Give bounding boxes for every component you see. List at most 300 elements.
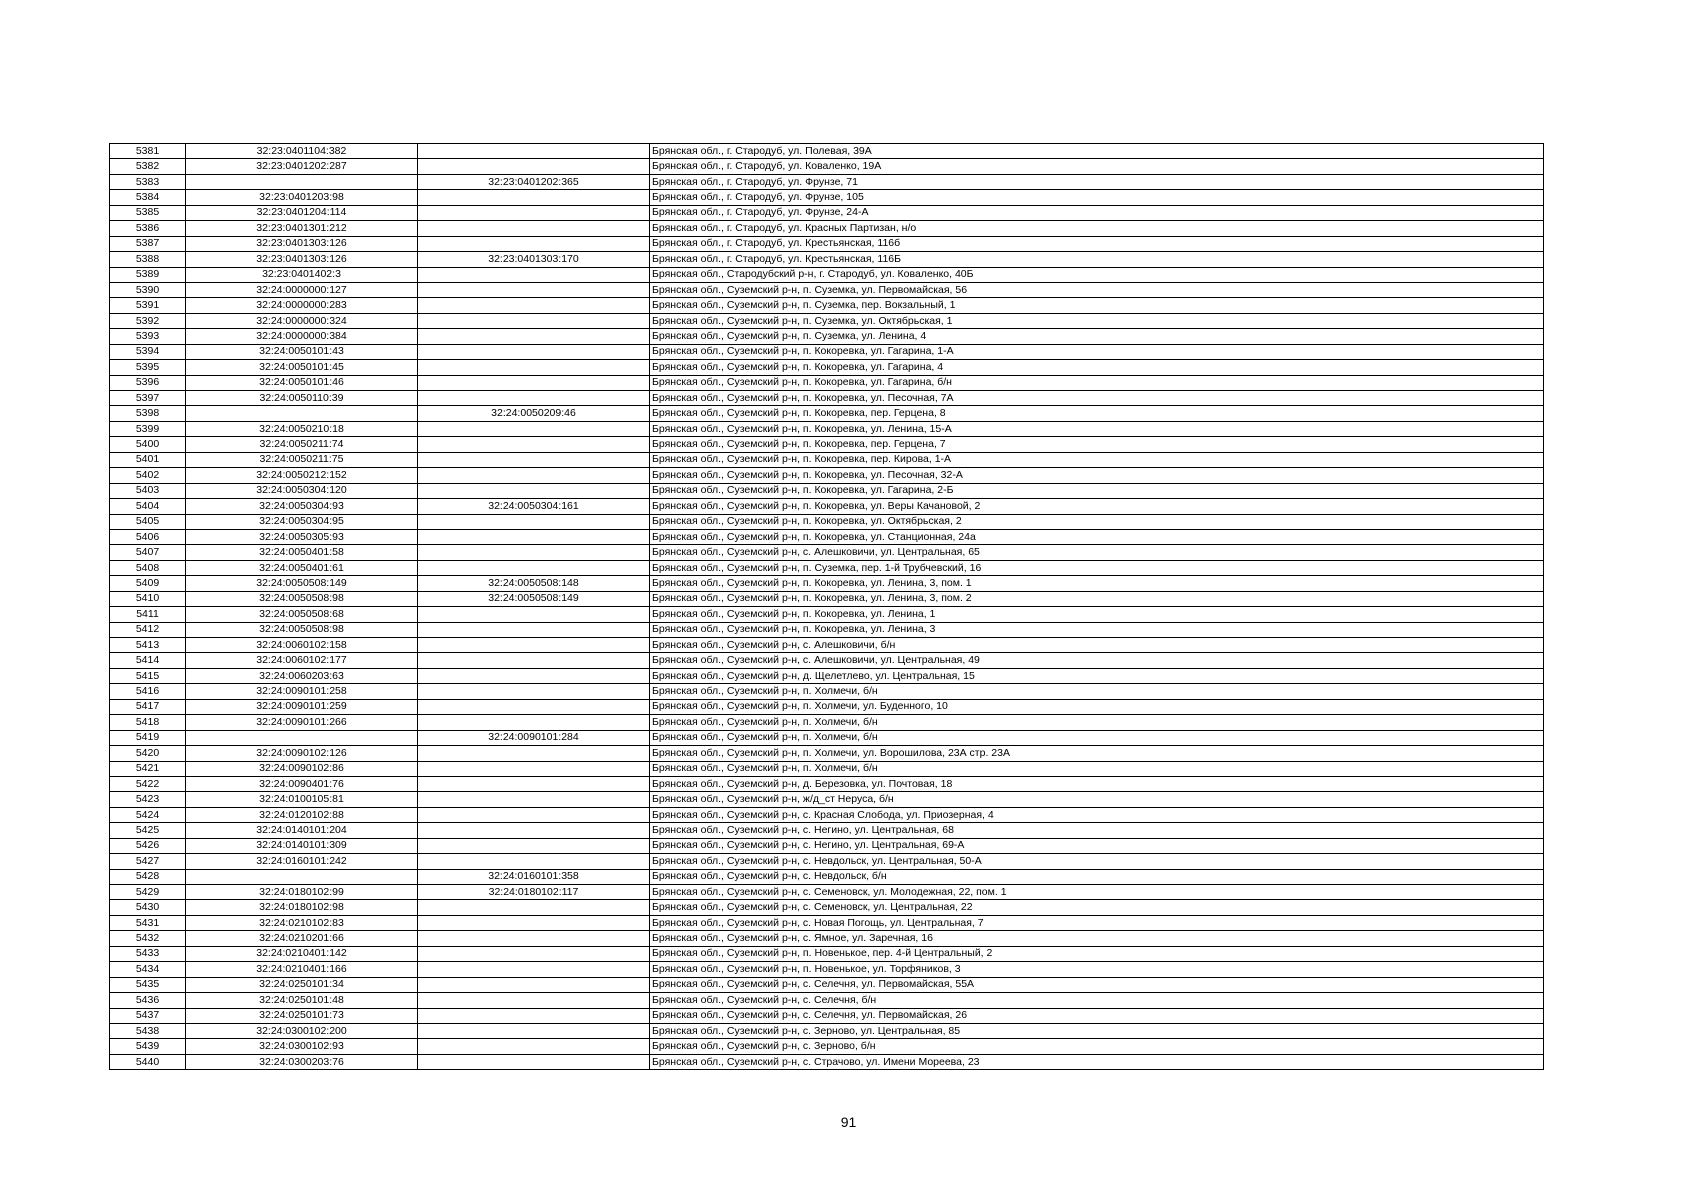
building-cadastral-number-cell: [418, 360, 650, 375]
land-cadastral-number-cell: 32:24:0250101:48: [186, 993, 418, 1008]
table-row: [110, 622, 1544, 637]
address-cell: Брянская обл., Суземский р-н, п. Кокоревка, ул. Гагарина, б/н: [650, 375, 1544, 390]
land-cadastral-number-cell: 32:24:0050304:93: [186, 499, 418, 514]
table-row: [110, 282, 1544, 297]
row-number-cell: 5390: [110, 282, 186, 297]
address-cell: Брянская обл., Суземский р-н, п. Кокоревка, пер. Герцена, 8: [650, 406, 1544, 421]
table-row: [110, 761, 1544, 776]
building-cadastral-number-cell: [418, 236, 650, 251]
land-cadastral-number-cell: 32:24:0050101:45: [186, 360, 418, 375]
building-cadastral-number-cell: 32:24:0160101:358: [418, 869, 650, 884]
row-number-cell: 5433: [110, 946, 186, 961]
row-number-cell: 5438: [110, 1023, 186, 1038]
building-cadastral-number-cell: [418, 946, 650, 961]
land-cadastral-number-cell: 32:24:0300102:200: [186, 1023, 418, 1038]
table-row: [110, 946, 1544, 961]
building-cadastral-number-cell: [418, 1008, 650, 1023]
land-cadastral-number-cell: 32:24:0210401:142: [186, 946, 418, 961]
row-number-cell: 5434: [110, 962, 186, 977]
row-number-cell: 5393: [110, 329, 186, 344]
address-cell: Брянская обл., Суземский р-н, п. Кокоревка, ул. Гагарина, 2-Б: [650, 483, 1544, 498]
row-number-cell: 5392: [110, 313, 186, 328]
address-cell: Брянская обл., Суземский р-н, п. Суземка, ул. Октябрьская, 1: [650, 313, 1544, 328]
building-cadastral-number-cell: [418, 807, 650, 822]
row-number-cell: 5387: [110, 236, 186, 251]
table-row: [110, 298, 1544, 313]
table-row: [110, 560, 1544, 575]
table-row: [110, 838, 1544, 853]
building-cadastral-number-cell: [418, 452, 650, 467]
address-cell: Брянская обл., Суземский р-н, с. Алешковичи, ул. Центральная, 49: [650, 653, 1544, 668]
building-cadastral-number-cell: [418, 1039, 650, 1054]
land-cadastral-number-cell: 32:24:0090102:126: [186, 746, 418, 761]
land-cadastral-number-cell: 32:24:0000000:127: [186, 282, 418, 297]
row-number-cell: 5413: [110, 638, 186, 653]
table-row: [110, 529, 1544, 544]
land-cadastral-number-cell: 32:24:0100105:81: [186, 792, 418, 807]
building-cadastral-number-cell: 32:24:0090101:284: [418, 730, 650, 745]
row-number-cell: 5396: [110, 375, 186, 390]
land-cadastral-number-cell: 32:24:0050304:95: [186, 514, 418, 529]
row-number-cell: 5439: [110, 1039, 186, 1054]
address-cell: Брянская обл., Суземский р-н, с. Ямное, ул. Заречная, 16: [650, 931, 1544, 946]
land-cadastral-number-cell: 32:24:0090401:76: [186, 776, 418, 791]
building-cadastral-number-cell: 32:24:0050304:161: [418, 499, 650, 514]
land-cadastral-number-cell: 32:24:0050212:152: [186, 468, 418, 483]
building-cadastral-number-cell: [418, 746, 650, 761]
land-cadastral-number-cell: 32:24:0180102:99: [186, 885, 418, 900]
land-cadastral-number-cell: 32:24:0090102:86: [186, 761, 418, 776]
table-row: [110, 406, 1544, 421]
building-cadastral-number-cell: [418, 421, 650, 436]
row-number-cell: 5416: [110, 684, 186, 699]
table-row: [110, 699, 1544, 714]
row-number-cell: 5428: [110, 869, 186, 884]
table-row: [110, 1054, 1544, 1069]
land-cadastral-number-cell: [186, 869, 418, 884]
table-row: [110, 236, 1544, 251]
land-cadastral-number-cell: 32:23:0401303:126: [186, 236, 418, 251]
land-cadastral-number-cell: 32:24:0250101:34: [186, 977, 418, 992]
address-cell: Брянская обл., Суземский р-н, п. Новенькое, ул. Торфяников, 3: [650, 962, 1544, 977]
building-cadastral-number-cell: [418, 190, 650, 205]
table-row: [110, 684, 1544, 699]
land-cadastral-number-cell: 32:24:0050508:98: [186, 591, 418, 606]
building-cadastral-number-cell: [418, 483, 650, 498]
building-cadastral-number-cell: [418, 375, 650, 390]
land-cadastral-number-cell: 32:24:0180102:98: [186, 900, 418, 915]
row-number-cell: 5384: [110, 190, 186, 205]
land-cadastral-number-cell: 32:23:0401303:126: [186, 252, 418, 267]
row-number-cell: 5410: [110, 591, 186, 606]
land-cadastral-number-cell: 32:24:0160101:242: [186, 854, 418, 869]
address-cell: Брянская обл., Суземский р-н, п. Кокоревка, ул. Ленина, 15-А: [650, 421, 1544, 436]
land-cadastral-number-cell: 32:23:0401202:287: [186, 159, 418, 174]
address-cell: Брянская обл., Суземский р-н, п. Холмечи, ул. Буденного, 10: [650, 699, 1544, 714]
row-number-cell: 5382: [110, 159, 186, 174]
building-cadastral-number-cell: [418, 560, 650, 575]
table-row: [110, 437, 1544, 452]
table-row: [110, 885, 1544, 900]
land-cadastral-number-cell: 32:24:0060102:177: [186, 653, 418, 668]
address-cell: Брянская обл., Суземский р-н, п. Холмечи, б/н: [650, 684, 1544, 699]
building-cadastral-number-cell: [418, 391, 650, 406]
table-row: [110, 483, 1544, 498]
table-row: [110, 545, 1544, 560]
table-row: [110, 900, 1544, 915]
row-number-cell: 5407: [110, 545, 186, 560]
address-cell: Брянская обл., г. Стародуб, ул. Фрунзе, 105: [650, 190, 1544, 205]
table-row: [110, 221, 1544, 236]
row-number-cell: 5419: [110, 730, 186, 745]
row-number-cell: 5385: [110, 205, 186, 220]
table-row: [110, 468, 1544, 483]
building-cadastral-number-cell: [418, 313, 650, 328]
address-cell: Брянская обл., Суземский р-н, п. Кокоревка, ул. Станционная, 24а: [650, 529, 1544, 544]
address-cell: Брянская обл., Суземский р-н, с. Невдольск, ул. Центральная, 50-А: [650, 854, 1544, 869]
address-cell: Брянская обл., Суземский р-н, п. Холмечи, б/н: [650, 715, 1544, 730]
address-cell: Брянская обл., Суземский р-н, с. Невдольск, б/н: [650, 869, 1544, 884]
table-row: [110, 730, 1544, 745]
land-cadastral-number-cell: 32:24:0050305:93: [186, 529, 418, 544]
row-number-cell: 5401: [110, 452, 186, 467]
address-cell: Брянская обл., Суземский р-н, с. Алешковичи, б/н: [650, 638, 1544, 653]
land-cadastral-number-cell: 32:24:0090101:266: [186, 715, 418, 730]
building-cadastral-number-cell: [418, 529, 650, 544]
building-cadastral-number-cell: 32:24:0050209:46: [418, 406, 650, 421]
building-cadastral-number-cell: [418, 638, 650, 653]
table-row: [110, 931, 1544, 946]
land-cadastral-number-cell: 32:24:0050101:43: [186, 344, 418, 359]
row-number-cell: 5408: [110, 560, 186, 575]
building-cadastral-number-cell: [418, 684, 650, 699]
address-cell: Брянская обл., Суземский р-н, п. Суземка, пер. 1-й Трубчевский, 16: [650, 560, 1544, 575]
building-cadastral-number-cell: [418, 931, 650, 946]
land-cadastral-number-cell: [186, 174, 418, 189]
land-cadastral-number-cell: 32:24:0300203:76: [186, 1054, 418, 1069]
land-cadastral-number-cell: 32:24:0050110:39: [186, 391, 418, 406]
land-cadastral-number-cell: 32:24:0050508:68: [186, 607, 418, 622]
building-cadastral-number-cell: [418, 1054, 650, 1069]
land-cadastral-number-cell: 32:24:0050401:61: [186, 560, 418, 575]
land-cadastral-number-cell: 32:24:0210401:166: [186, 962, 418, 977]
row-number-cell: 5383: [110, 174, 186, 189]
address-cell: Брянская обл., г. Стародуб, ул. Коваленко, 19А: [650, 159, 1544, 174]
land-cadastral-number-cell: 32:24:0050508:98: [186, 622, 418, 637]
row-number-cell: 5423: [110, 792, 186, 807]
row-number-cell: 5404: [110, 499, 186, 514]
land-cadastral-number-cell: 32:24:0250101:73: [186, 1008, 418, 1023]
row-number-cell: 5402: [110, 468, 186, 483]
address-cell: Брянская обл., г. Стародуб, ул. Полевая, 39А: [650, 144, 1544, 159]
building-cadastral-number-cell: [418, 344, 650, 359]
row-number-cell: 5403: [110, 483, 186, 498]
row-number-cell: 5431: [110, 915, 186, 930]
land-cadastral-number-cell: [186, 730, 418, 745]
address-cell: Брянская обл., Суземский р-н, с. Негино, ул. Центральная, 69-А: [650, 838, 1544, 853]
table-row: [110, 869, 1544, 884]
building-cadastral-number-cell: [418, 622, 650, 637]
land-cadastral-number-cell: 32:24:0210102:83: [186, 915, 418, 930]
address-cell: Брянская обл., Суземский р-н, п. Суземка, ул. Ленина, 4: [650, 329, 1544, 344]
table-row: [110, 1039, 1544, 1054]
address-cell: Брянская обл., Суземский р-н, п. Новенькое, пер. 4-й Центральный, 2: [650, 946, 1544, 961]
page-number: 91: [840, 1114, 857, 1130]
building-cadastral-number-cell: [418, 993, 650, 1008]
building-cadastral-number-cell: [418, 915, 650, 930]
row-number-cell: 5388: [110, 252, 186, 267]
building-cadastral-number-cell: [418, 437, 650, 452]
land-cadastral-number-cell: 32:24:0140101:204: [186, 823, 418, 838]
building-cadastral-number-cell: [418, 715, 650, 730]
table-row: [110, 252, 1544, 267]
land-cadastral-number-cell: 32:23:0401301:212: [186, 221, 418, 236]
address-cell: Брянская обл., Суземский р-н, с. Негино, ул. Центральная, 68: [650, 823, 1544, 838]
land-cadastral-number-cell: 32:24:0050401:58: [186, 545, 418, 560]
table-row: [110, 499, 1544, 514]
address-cell: Брянская обл., Суземский р-н, с. Селечня, б/н: [650, 993, 1544, 1008]
table-row: [110, 190, 1544, 205]
address-cell: Брянская обл., г. Стародуб, ул. Фрунзе, 71: [650, 174, 1544, 189]
row-number-cell: 5440: [110, 1054, 186, 1069]
land-cadastral-number-cell: 32:24:0000000:384: [186, 329, 418, 344]
building-cadastral-number-cell: [418, 653, 650, 668]
address-cell: Брянская обл., Суземский р-н, с. Селечня, ул. Первомайская, 26: [650, 1008, 1544, 1023]
row-number-cell: 5426: [110, 838, 186, 853]
address-cell: Брянская обл., Суземский р-н, п. Кокоревка, ул. Песочная, 7А: [650, 391, 1544, 406]
registry-body: [110, 144, 1544, 1070]
row-number-cell: 5398: [110, 406, 186, 421]
address-cell: Брянская обл., Суземский р-н, п. Холмечи, ул. Ворошилова, 23А стр. 23А: [650, 746, 1544, 761]
land-cadastral-number-cell: 32:24:0000000:283: [186, 298, 418, 313]
building-cadastral-number-cell: [418, 977, 650, 992]
address-cell: Брянская обл., Суземский р-н, с. Алешковичи, ул. Центральная, 65: [650, 545, 1544, 560]
address-cell: Брянская обл., Суземский р-н, ж/д_ст Неруса, б/н: [650, 792, 1544, 807]
building-cadastral-number-cell: [418, 298, 650, 313]
address-cell: Брянская обл., Стародубский р-н, г. Стародуб, ул. Коваленко, 40Б: [650, 267, 1544, 282]
building-cadastral-number-cell: 32:23:0401303:170: [418, 252, 650, 267]
row-number-cell: 5395: [110, 360, 186, 375]
building-cadastral-number-cell: [418, 221, 650, 236]
table-row: [110, 638, 1544, 653]
address-cell: Брянская обл., Суземский р-н, п. Кокоревка, ул. Октябрьская, 2: [650, 514, 1544, 529]
row-number-cell: 5386: [110, 221, 186, 236]
property-registry-table: [109, 143, 1544, 1070]
land-cadastral-number-cell: 32:24:0000000:324: [186, 313, 418, 328]
row-number-cell: 5435: [110, 977, 186, 992]
row-number-cell: 5399: [110, 421, 186, 436]
building-cadastral-number-cell: [418, 267, 650, 282]
row-number-cell: 5422: [110, 776, 186, 791]
building-cadastral-number-cell: [418, 699, 650, 714]
address-cell: Брянская обл., Суземский р-н, п. Холмечи, б/н: [650, 730, 1544, 745]
address-cell: Брянская обл., Суземский р-н, п. Кокоревка, ул. Песочная, 32-А: [650, 468, 1544, 483]
table-row: [110, 329, 1544, 344]
row-number-cell: 5436: [110, 993, 186, 1008]
row-number-cell: 5418: [110, 715, 186, 730]
row-number-cell: 5429: [110, 885, 186, 900]
building-cadastral-number-cell: 32:24:0050508:148: [418, 576, 650, 591]
table-row: [110, 344, 1544, 359]
address-cell: Брянская обл., г. Стародуб, ул. Крестьянская, 116б: [650, 236, 1544, 251]
table-row: [110, 591, 1544, 606]
table-row: [110, 776, 1544, 791]
table-row: [110, 807, 1544, 822]
row-number-cell: 5389: [110, 267, 186, 282]
address-cell: Брянская обл., г. Стародуб, ул. Крестьянская, 116Б: [650, 252, 1544, 267]
building-cadastral-number-cell: [418, 776, 650, 791]
building-cadastral-number-cell: [418, 823, 650, 838]
table-row: [110, 391, 1544, 406]
table-row: [110, 267, 1544, 282]
row-number-cell: 5400: [110, 437, 186, 452]
table-row: [110, 746, 1544, 761]
address-cell: Брянская обл., Суземский р-н, п. Кокоревка, ул. Ленина, 3, пом. 1: [650, 576, 1544, 591]
address-cell: Брянская обл., Суземский р-н, п. Суземка, пер. Вокзальный, 1: [650, 298, 1544, 313]
row-number-cell: 5397: [110, 391, 186, 406]
address-cell: Брянская обл., Суземский р-н, п. Суземка, ул. Первомайская, 56: [650, 282, 1544, 297]
address-cell: Брянская обл., Суземский р-н, с. Новая Погощь, ул. Центральная, 7: [650, 915, 1544, 930]
row-number-cell: 5409: [110, 576, 186, 591]
row-number-cell: 5414: [110, 653, 186, 668]
table-row: [110, 823, 1544, 838]
row-number-cell: 5424: [110, 807, 186, 822]
land-cadastral-number-cell: 32:24:0050508:149: [186, 576, 418, 591]
address-cell: Брянская обл., Суземский р-н, с. Зерново, б/н: [650, 1039, 1544, 1054]
building-cadastral-number-cell: [418, 514, 650, 529]
table-row: [110, 1008, 1544, 1023]
table-row: [110, 452, 1544, 467]
table-row: [110, 159, 1544, 174]
address-cell: Брянская обл., Суземский р-н, п. Кокоревка, пер. Герцена, 7: [650, 437, 1544, 452]
building-cadastral-number-cell: 32:23:0401202:365: [418, 174, 650, 189]
row-number-cell: 5411: [110, 607, 186, 622]
land-cadastral-number-cell: 32:23:0401203:98: [186, 190, 418, 205]
land-cadastral-number-cell: 32:24:0050210:18: [186, 421, 418, 436]
building-cadastral-number-cell: [418, 144, 650, 159]
land-cadastral-number-cell: 32:24:0090101:258: [186, 684, 418, 699]
land-cadastral-number-cell: 32:23:0401204:114: [186, 205, 418, 220]
building-cadastral-number-cell: [418, 1023, 650, 1038]
address-cell: Брянская обл., Суземский р-н, с. Семеновск, ул. Центральная, 22: [650, 900, 1544, 915]
address-cell: Брянская обл., Суземский р-н, с. Зерново, ул. Центральная, 85: [650, 1023, 1544, 1038]
land-cadastral-number-cell: 32:24:0210201:66: [186, 931, 418, 946]
building-cadastral-number-cell: 32:24:0180102:117: [418, 885, 650, 900]
address-cell: Брянская обл., Суземский р-н, с. Красная Слобода, ул. Приозерная, 4: [650, 807, 1544, 822]
row-number-cell: 5394: [110, 344, 186, 359]
building-cadastral-number-cell: [418, 761, 650, 776]
table-row: [110, 313, 1544, 328]
land-cadastral-number-cell: 32:24:0050211:74: [186, 437, 418, 452]
land-cadastral-number-cell: 32:23:0401104:382: [186, 144, 418, 159]
land-cadastral-number-cell: 32:24:0050304:120: [186, 483, 418, 498]
land-cadastral-number-cell: 32:24:0060203:63: [186, 668, 418, 683]
table-row: [110, 576, 1544, 591]
land-cadastral-number-cell: 32:24:0140101:309: [186, 838, 418, 853]
address-cell: Брянская обл., Суземский р-н, д. Березовка, ул. Почтовая, 18: [650, 776, 1544, 791]
building-cadastral-number-cell: [418, 900, 650, 915]
table-row: [110, 915, 1544, 930]
land-cadastral-number-cell: 32:24:0050211:75: [186, 452, 418, 467]
address-cell: Брянская обл., г. Стародуб, ул. Красных Партизан, н/о: [650, 221, 1544, 236]
land-cadastral-number-cell: 32:23:0401402:3: [186, 267, 418, 282]
row-number-cell: 5406: [110, 529, 186, 544]
row-number-cell: 5415: [110, 668, 186, 683]
address-cell: Брянская обл., Суземский р-н, с. Семеновск, ул. Молодежная, 22, пом. 1: [650, 885, 1544, 900]
address-cell: Брянская обл., Суземский р-н, п. Кокоревка, пер. Кирова, 1-А: [650, 452, 1544, 467]
table-row: [110, 653, 1544, 668]
row-number-cell: 5432: [110, 931, 186, 946]
building-cadastral-number-cell: [418, 282, 650, 297]
table-row: [110, 977, 1544, 992]
table-row: [110, 854, 1544, 869]
building-cadastral-number-cell: [418, 468, 650, 483]
table-row: [110, 962, 1544, 977]
table-row: [110, 144, 1544, 159]
table-row: [110, 174, 1544, 189]
table-row: [110, 668, 1544, 683]
address-cell: Брянская обл., Суземский р-н, п. Кокоревка, ул. Веры Качановой, 2: [650, 499, 1544, 514]
land-cadastral-number-cell: 32:24:0120102:88: [186, 807, 418, 822]
building-cadastral-number-cell: [418, 159, 650, 174]
building-cadastral-number-cell: [418, 205, 650, 220]
table-row: [110, 205, 1544, 220]
building-cadastral-number-cell: [418, 962, 650, 977]
building-cadastral-number-cell: [418, 854, 650, 869]
land-cadastral-number-cell: 32:24:0090101:259: [186, 699, 418, 714]
table-row: [110, 1023, 1544, 1038]
table-row: [110, 792, 1544, 807]
table-row: [110, 360, 1544, 375]
row-number-cell: 5425: [110, 823, 186, 838]
table-row: [110, 421, 1544, 436]
building-cadastral-number-cell: [418, 607, 650, 622]
land-cadastral-number-cell: 32:24:0300102:93: [186, 1039, 418, 1054]
building-cadastral-number-cell: [418, 792, 650, 807]
building-cadastral-number-cell: 32:24:0050508:149: [418, 591, 650, 606]
table-row: [110, 715, 1544, 730]
table-row: [110, 607, 1544, 622]
address-cell: Брянская обл., г. Стародуб, ул. Фрунзе, 24-А: [650, 205, 1544, 220]
address-cell: Брянская обл., Суземский р-н, п. Кокоревка, ул. Гагарина, 1-А: [650, 344, 1544, 359]
row-number-cell: 5427: [110, 854, 186, 869]
building-cadastral-number-cell: [418, 668, 650, 683]
address-cell: Брянская обл., Суземский р-н, д. Щелетлево, ул. Центральная, 15: [650, 668, 1544, 683]
building-cadastral-number-cell: [418, 545, 650, 560]
row-number-cell: 5421: [110, 761, 186, 776]
address-cell: Брянская обл., Суземский р-н, с. Страчово, ул. Имени Мореева, 23: [650, 1054, 1544, 1069]
building-cadastral-number-cell: [418, 329, 650, 344]
table-row: [110, 375, 1544, 390]
address-cell: Брянская обл., Суземский р-н, п. Кокоревка, ул. Ленина, 3: [650, 622, 1544, 637]
table-row: [110, 514, 1544, 529]
row-number-cell: 5391: [110, 298, 186, 313]
land-cadastral-number-cell: 32:24:0050101:46: [186, 375, 418, 390]
address-cell: Брянская обл., Суземский р-н, п. Кокоревка, ул. Гагарина, 4: [650, 360, 1544, 375]
address-cell: Брянская обл., Суземский р-н, п. Холмечи, б/н: [650, 761, 1544, 776]
address-cell: Брянская обл., Суземский р-н, п. Кокоревка, ул. Ленина, 1: [650, 607, 1544, 622]
row-number-cell: 5412: [110, 622, 186, 637]
row-number-cell: 5430: [110, 900, 186, 915]
row-number-cell: 5420: [110, 746, 186, 761]
row-number-cell: 5417: [110, 699, 186, 714]
address-cell: Брянская обл., Суземский р-н, п. Кокоревка, ул. Ленина, 3, пом. 2: [650, 591, 1544, 606]
address-cell: Брянская обл., Суземский р-н, с. Селечня, ул. Первомайская, 55А: [650, 977, 1544, 992]
land-cadastral-number-cell: 32:24:0060102:158: [186, 638, 418, 653]
row-number-cell: 5437: [110, 1008, 186, 1023]
land-cadastral-number-cell: [186, 406, 418, 421]
table-row: [110, 993, 1544, 1008]
